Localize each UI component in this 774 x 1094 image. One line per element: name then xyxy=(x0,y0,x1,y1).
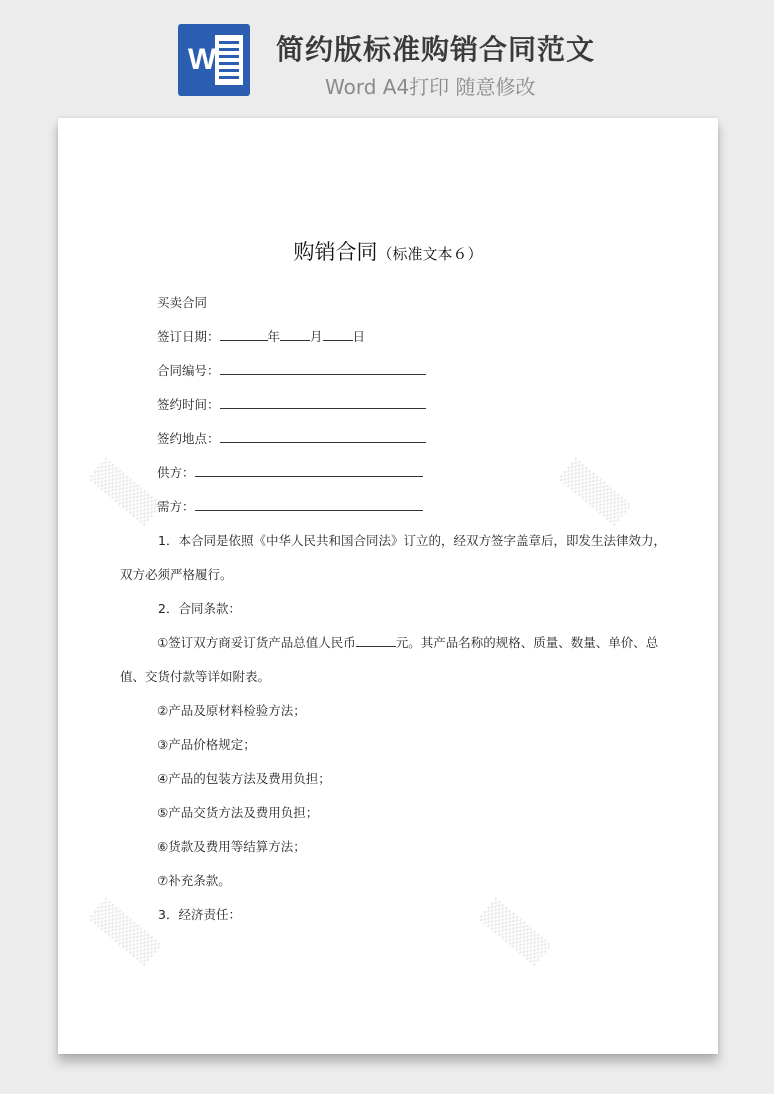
clause-1-line-1: 1．本合同是依照《中华人民共和国合同法》订立的，经双方签字盖章后，即发生法律效力， xyxy=(158,533,666,548)
clause-3-heading: 3．经济责任： xyxy=(158,907,241,922)
signing-date-line xyxy=(157,328,365,346)
watermark: ▒▒▒▒ xyxy=(477,897,553,967)
document-page xyxy=(58,118,718,1054)
field-blank xyxy=(195,464,423,477)
contract-title-main: 购销合同 xyxy=(293,240,378,264)
clause-1-line-2: 双方必须严格履行。 xyxy=(120,567,233,582)
field-label: 签约时间： xyxy=(157,397,220,412)
watermark: ▒▒▒▒ xyxy=(87,897,163,967)
field-supplier xyxy=(157,464,423,482)
clause-2-heading: 2．合同条款： xyxy=(158,601,241,616)
clause-2-item: ②产品及原材料检验方法； xyxy=(157,703,306,718)
year-unit: 年 xyxy=(267,329,281,344)
clause-2-item: ⑦补充条款。 xyxy=(157,873,231,888)
month-unit: 月 xyxy=(310,329,323,344)
header-subtitle: Word A4打印 随意修改 xyxy=(325,75,536,99)
day-unit: 日 xyxy=(352,329,366,344)
clause-2-item: ③产品价格规定； xyxy=(157,737,256,752)
clause-2-item-1-cont: 值、交货付款等详如附表。 xyxy=(120,669,271,684)
field-contract-number xyxy=(157,362,426,380)
year-blank xyxy=(220,328,268,341)
clause-2-item: ④产品的包装方法及费用负担； xyxy=(157,771,331,786)
logo-letter: W xyxy=(187,43,217,76)
field-label: 签约地点： xyxy=(157,431,220,446)
field-label: 需方： xyxy=(157,499,195,514)
field-blank xyxy=(220,430,426,443)
field-label: 合同编号： xyxy=(157,363,220,378)
clause-2-item: ⑤产品交货方法及费用负担； xyxy=(157,805,319,820)
field-signing-time xyxy=(157,396,426,414)
watermark: ▒▒▒▒ xyxy=(557,457,633,527)
contract-title-suffix: （标准文本６） xyxy=(377,245,483,263)
amount-blank xyxy=(356,634,396,647)
contract-title xyxy=(58,236,718,266)
field-blank xyxy=(220,362,426,375)
clause-2-item-1 xyxy=(157,634,658,652)
date-label: 签订日期： xyxy=(157,329,220,344)
clause-2-item: ⑥货款及费用等结算方法； xyxy=(157,839,306,854)
page-header xyxy=(0,0,774,118)
item-1-text-b: 元。其产品名称的规格、质量、数量、单价、总 xyxy=(395,635,659,650)
contract-type: 买卖合同 xyxy=(157,295,208,310)
header-title: 简约版标准购销合同范文 xyxy=(276,33,596,66)
field-blank xyxy=(195,498,423,511)
field-buyer xyxy=(157,498,423,516)
field-label: 供方： xyxy=(157,465,195,480)
month-blank xyxy=(280,328,310,341)
watermark: ▒▒▒▒ xyxy=(87,457,163,527)
item-1-text-a: ①签订双方商妥订货产品总值人民币 xyxy=(157,635,356,650)
day-blank xyxy=(323,328,353,341)
field-blank xyxy=(220,396,426,409)
field-signing-place xyxy=(157,430,426,448)
word-logo-icon xyxy=(178,24,250,96)
